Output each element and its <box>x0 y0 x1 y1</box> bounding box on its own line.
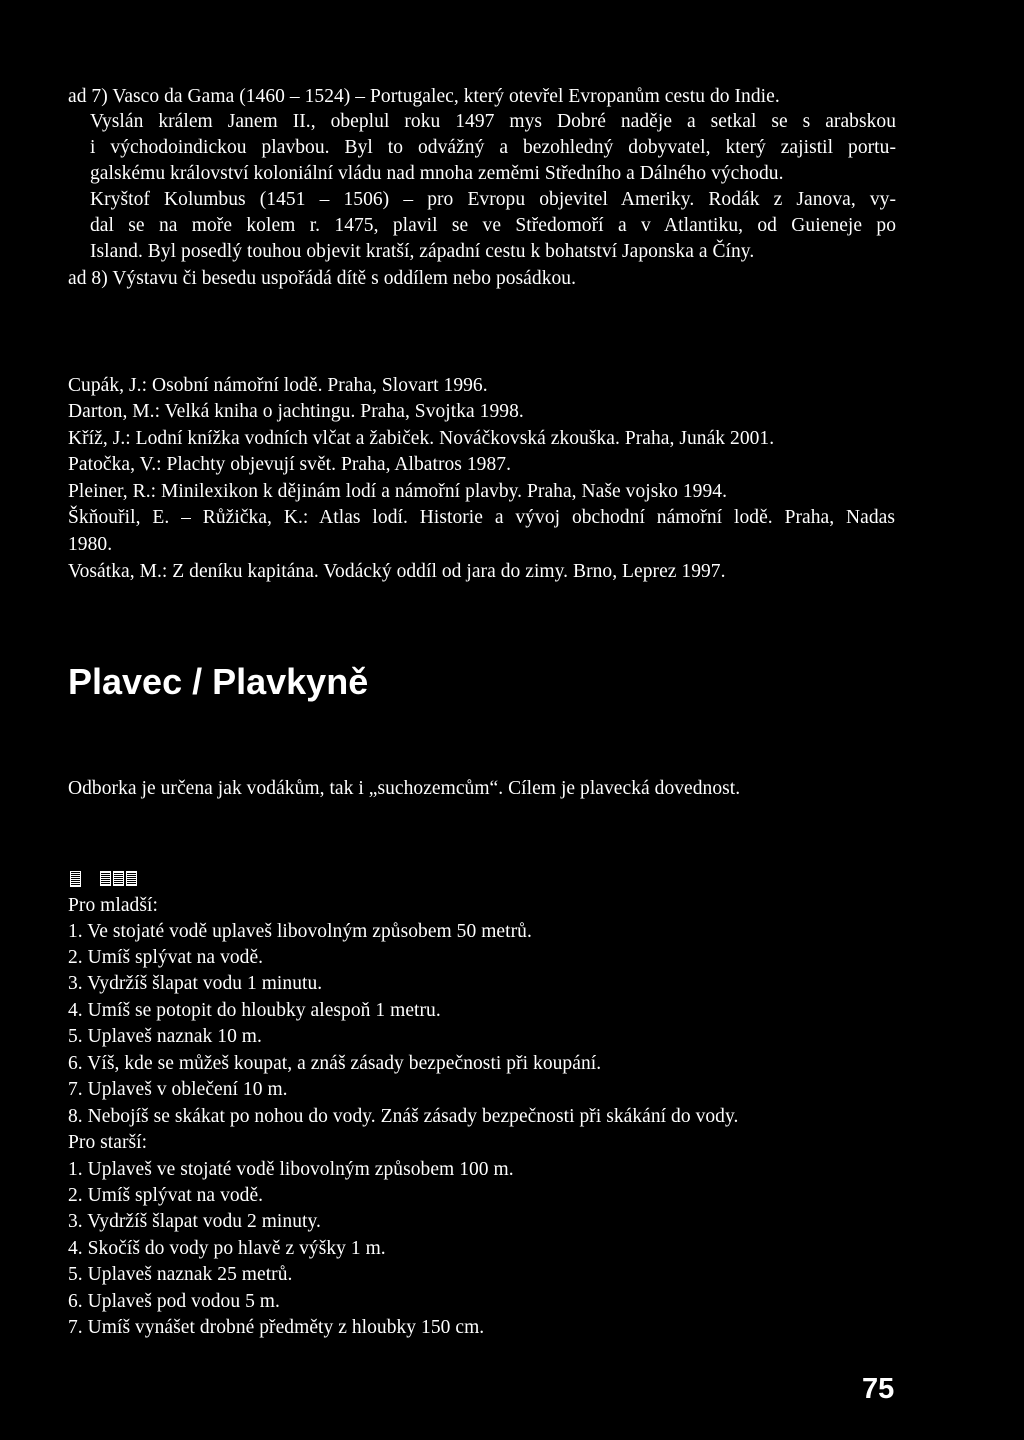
requirement-item: 3. Vydržíš šlapat vodu 1 minutu. <box>68 973 323 994</box>
badge-triple-icon <box>114 872 123 885</box>
note-line: i východoindickou plavbou. Byl to odvážný a bezohledný dobyvatel, který zajistil portu- <box>90 137 896 158</box>
reference-item: Škňouřil, E. – Růžička, K.: Atlas lodí. Historie a vývoj obchodní námořní lodě. Praha, Nadas <box>68 507 895 528</box>
note-line: dal se na moře kolem r. 1475, plavil se ve Středomoří a v Atlantiku, od Guieneje po <box>90 215 896 236</box>
reference-item: Cupák, J.: Osobní námořní lodě. Praha, Slovart 1996. <box>68 375 488 396</box>
requirement-item: 7. Uplaveš v oblečení 10 m. <box>68 1079 288 1100</box>
requirement-item: 5. Uplaveš naznak 10 m. <box>68 1026 262 1047</box>
note-line: Island. Byl posedlý touhou objevit kratší, západní cestu k bohatství Japonska a Číny. <box>90 241 755 262</box>
section-intro: Odborka je určena jak vodákům, tak i „suchozemcům“. Cílem je plavecká dovednost. <box>68 778 741 799</box>
note-line: ad 8) Výstavu či besedu uspořádá dítě s oddílem nebo posádkou. <box>68 268 577 289</box>
reference-item: Patočka, V.: Plachty objevují svět. Praha, Albatros 1987. <box>68 454 511 475</box>
requirement-item: 1. Ve stojaté vodě uplaveš libovolným způsobem 50 metrů. <box>68 921 532 942</box>
requirement-item: 1. Uplaveš ve stojaté vodě libovolným způsobem 100 m. <box>68 1159 514 1180</box>
requirement-item: 6. Uplaveš pod vodou 5 m. <box>68 1291 280 1312</box>
requirement-item: 4. Skočíš do vody po hlavě z výšky 1 m. <box>68 1238 386 1259</box>
requirement-item: 7. Umíš vynášet drobné předměty z hloubky 150 cm. <box>68 1317 485 1338</box>
requirement-item: 5. Uplaveš naznak 25 metrů. <box>68 1264 293 1285</box>
reference-item: Darton, M.: Velká kniha o jachtingu. Praha, Svojtka 1998. <box>68 401 524 422</box>
note-line: galskému království koloniální vládu nad mnoha zeměmi Středního a Dálného východu. <box>90 163 784 184</box>
junior-label: Pro mladší: <box>68 895 158 916</box>
requirement-item: 4. Umíš se potopit do hloubky alespoň 1 metru. <box>68 1000 441 1021</box>
reference-item: Vosátka, M.: Z deníku kapitána. Vodácký oddíl od jara do zimy. Brno, Leprez 1997. <box>68 561 726 582</box>
requirement-item: 2. Umíš splývat na vodě. <box>68 947 264 968</box>
reference-item: 1980. <box>68 534 113 555</box>
requirement-item: 2. Umíš splývat na vodě. <box>68 1185 264 1206</box>
badge-triple-icon <box>127 872 136 885</box>
note-line: Kryštof Kolumbus (1451 – 1506) – pro Evropu objevitel Ameriky. Rodák z Janova, vy- <box>90 189 896 210</box>
badge-triple-icon <box>101 872 110 885</box>
requirement-item: 8. Nebojíš se skákat po nohou do vody. Znáš zásady bezpečnosti při skákání do vody. <box>68 1106 739 1127</box>
section-title: Plavec / Plavkyně <box>68 661 369 702</box>
reference-item: Pleiner, R.: Minilexikon k dějinám lodí a námořní plavby. Praha, Naše vojsko 1994. <box>68 481 727 502</box>
badge-single-icon <box>71 872 80 886</box>
note-line: ad 7) Vasco da Gama (1460 – 1524) – Portugalec, který otevřel Evropanům cestu do Indie. <box>68 86 780 107</box>
senior-label: Pro starší: <box>68 1132 148 1153</box>
requirement-item: 6. Víš, kde se můžeš koupat, a znáš zásady bezpečnosti při koupání. <box>68 1053 602 1074</box>
note-line: Vyslán králem Janem II., obeplul roku 1497 mys Dobré naděje a setkal se s arabskou <box>90 111 896 132</box>
requirement-item: 3. Vydržíš šlapat vodu 2 minuty. <box>68 1211 321 1232</box>
page-number: 75 <box>862 1373 895 1405</box>
reference-item: Kříž, J.: Lodní knížka vodních vlčat a žabiček. Nováčkovská zkouška. Praha, Junák 2001. <box>68 428 775 449</box>
